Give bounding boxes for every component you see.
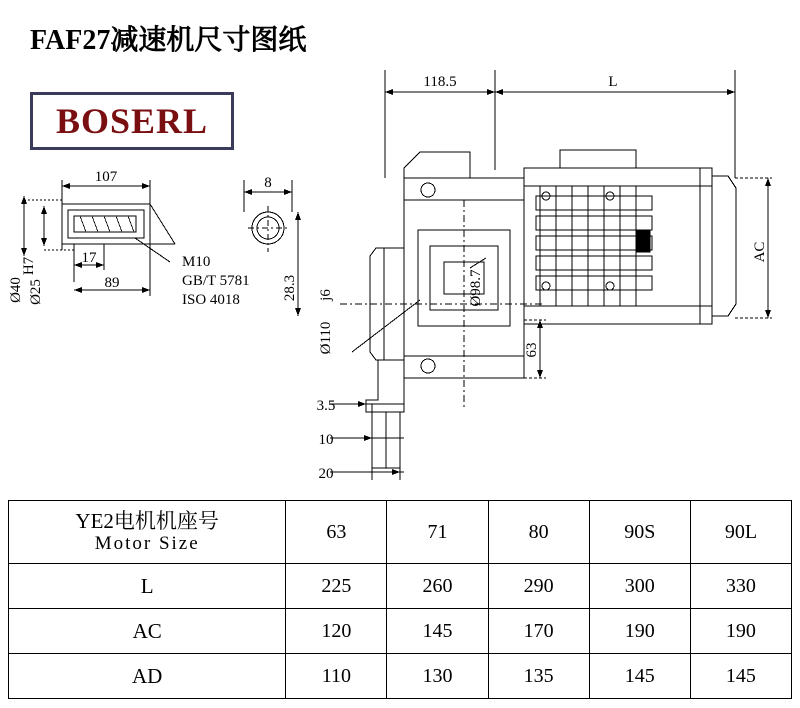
row-l-value-4: 330 xyxy=(690,564,791,609)
thread-iso: ISO 4018 xyxy=(182,292,240,308)
table-col-3: 90S xyxy=(589,501,690,564)
dim-3-5: 3.5 xyxy=(316,398,336,414)
table-col-2: 80 xyxy=(488,501,589,564)
thread-gb: GB/T 5781 xyxy=(182,273,250,289)
logo-text: BOSERL xyxy=(55,101,209,141)
dim-diameter-110: Ø110 xyxy=(318,321,334,355)
dim-L: L xyxy=(608,74,618,90)
table-col-0: 63 xyxy=(286,501,387,564)
row-ad-value-3: 145 xyxy=(589,654,690,699)
dim-63: 63 xyxy=(524,342,540,358)
dim-diameter-98-7: Ø98.7 xyxy=(468,269,484,307)
row-l-value-2: 290 xyxy=(488,564,589,609)
table-row xyxy=(9,564,792,609)
dim-diameter-25h7: Ø25 xyxy=(28,279,44,305)
dim-107: 107 xyxy=(94,169,118,185)
dim-89: 89 xyxy=(104,275,120,291)
dim-8: 8 xyxy=(264,175,272,191)
row-ad-value-2: 135 xyxy=(488,654,589,699)
row-label-ad: AD xyxy=(9,654,286,699)
row-label-ac: AC xyxy=(9,609,286,654)
row-ac-value-0: 120 xyxy=(286,609,387,654)
dim-AC: AC xyxy=(752,241,768,263)
dim-118-5: 118.5 xyxy=(423,74,457,90)
row-ac-value-3: 190 xyxy=(589,609,690,654)
table-row xyxy=(9,654,792,699)
row-ac-value-2: 170 xyxy=(488,609,589,654)
row-l-value-3: 300 xyxy=(589,564,690,609)
row-l-value-1: 260 xyxy=(387,564,488,609)
row-ad-value-4: 145 xyxy=(690,654,791,699)
dim-28-3: 28.3 xyxy=(282,274,298,302)
dim-20: 20 xyxy=(318,466,334,482)
table-header-label-cn: YE2电机机座号 xyxy=(75,509,219,533)
table-header-label xyxy=(9,501,286,564)
table-col-4: 90L xyxy=(690,501,791,564)
table-col-1: 71 xyxy=(387,501,488,564)
dim-17: 17 xyxy=(81,250,97,266)
page-title: FAF27减速机尺寸图纸 xyxy=(30,25,307,56)
table-header-label-en: Motor Size xyxy=(94,533,200,555)
spec-table xyxy=(8,500,792,699)
row-label-l: L xyxy=(9,564,286,609)
row-ad-value-0: 110 xyxy=(286,654,387,699)
row-ac-value-1: 145 xyxy=(387,609,488,654)
dim-diameter-25h7-sup: H7 xyxy=(21,256,37,276)
dim-diameter-110-sup: j6 xyxy=(318,289,334,301)
table-row xyxy=(9,501,792,564)
row-ac-value-4: 190 xyxy=(690,609,791,654)
table-row xyxy=(9,609,792,654)
row-ad-value-1: 130 xyxy=(387,654,488,699)
dim-10: 10 xyxy=(318,432,334,448)
row-l-value-0: 225 xyxy=(286,564,387,609)
dim-diameter-40: Ø40 xyxy=(8,277,24,303)
thread-m10: M10 xyxy=(182,254,211,270)
